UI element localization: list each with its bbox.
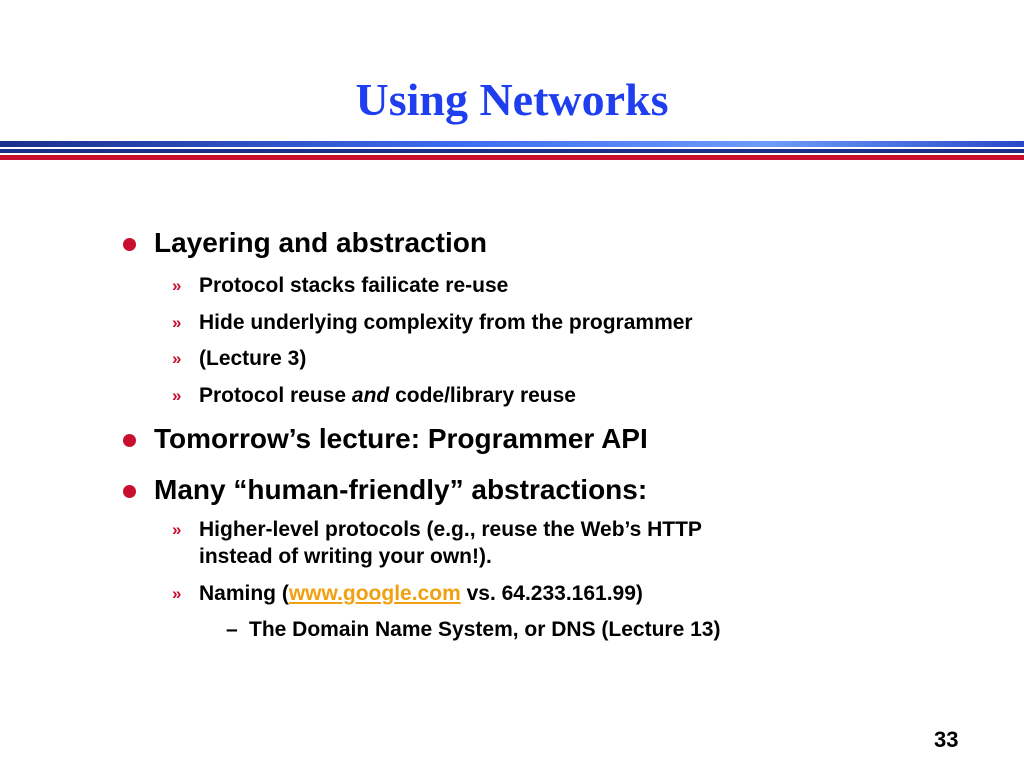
- sub-bullet-hide-complexity: Hide underlying complexity from the programmer: [199, 311, 693, 334]
- sub-bullet-marker-icon: »: [172, 349, 182, 368]
- bullet-human-friendly: Many “human-friendly” abstractions:: [154, 474, 648, 505]
- sub-bullet-marker-icon: »: [172, 520, 182, 539]
- page-number: 33: [934, 727, 959, 752]
- bullet-dot-icon: [123, 485, 136, 498]
- bullet-dot-icon: [123, 238, 136, 251]
- sub-bullet-marker-icon: »: [172, 313, 182, 332]
- naming-suffix: vs. 64.233.161.99): [460, 582, 643, 605]
- sub-sub-bullet-dns: The Domain Name System, or DNS (Lecture 13): [249, 618, 721, 641]
- slide-title: Using Networks: [355, 74, 669, 125]
- bullet-layering: Layering and abstraction: [154, 227, 487, 258]
- sub-bullet-marker-icon: »: [172, 386, 182, 405]
- sub-bullet-marker-icon: »: [172, 584, 182, 603]
- naming-prefix: Naming (: [199, 582, 289, 605]
- bullet-tomorrows-lecture: Tomorrow’s lecture: Programmer API: [154, 423, 648, 454]
- sub-sub-bullet-marker-icon: –: [226, 618, 238, 641]
- sub-bullet-protocol-reuse: [199, 382, 576, 409]
- sub-bullet-higher-level-line1: Higher-level protocols (e.g., reuse the Web’s HTTP: [199, 518, 702, 541]
- sub-bullet-higher-level-line2: instead of writing your own!).: [199, 545, 492, 568]
- code-library-reuse-text: code/library reuse: [389, 384, 576, 407]
- bullet-dot-icon: [123, 434, 136, 447]
- sub-bullet-naming: [199, 580, 643, 607]
- protocol-reuse-text: Protocol reuse: [199, 384, 352, 407]
- google-link[interactable]: www.google.com: [288, 582, 461, 605]
- emphasis-and: and: [351, 384, 390, 407]
- sub-bullet-lecture-3: (Lecture 3): [199, 347, 307, 370]
- sub-bullet-protocol-stacks: Protocol stacks failicate re-use: [199, 274, 509, 297]
- sub-bullet-marker-icon: »: [172, 276, 182, 295]
